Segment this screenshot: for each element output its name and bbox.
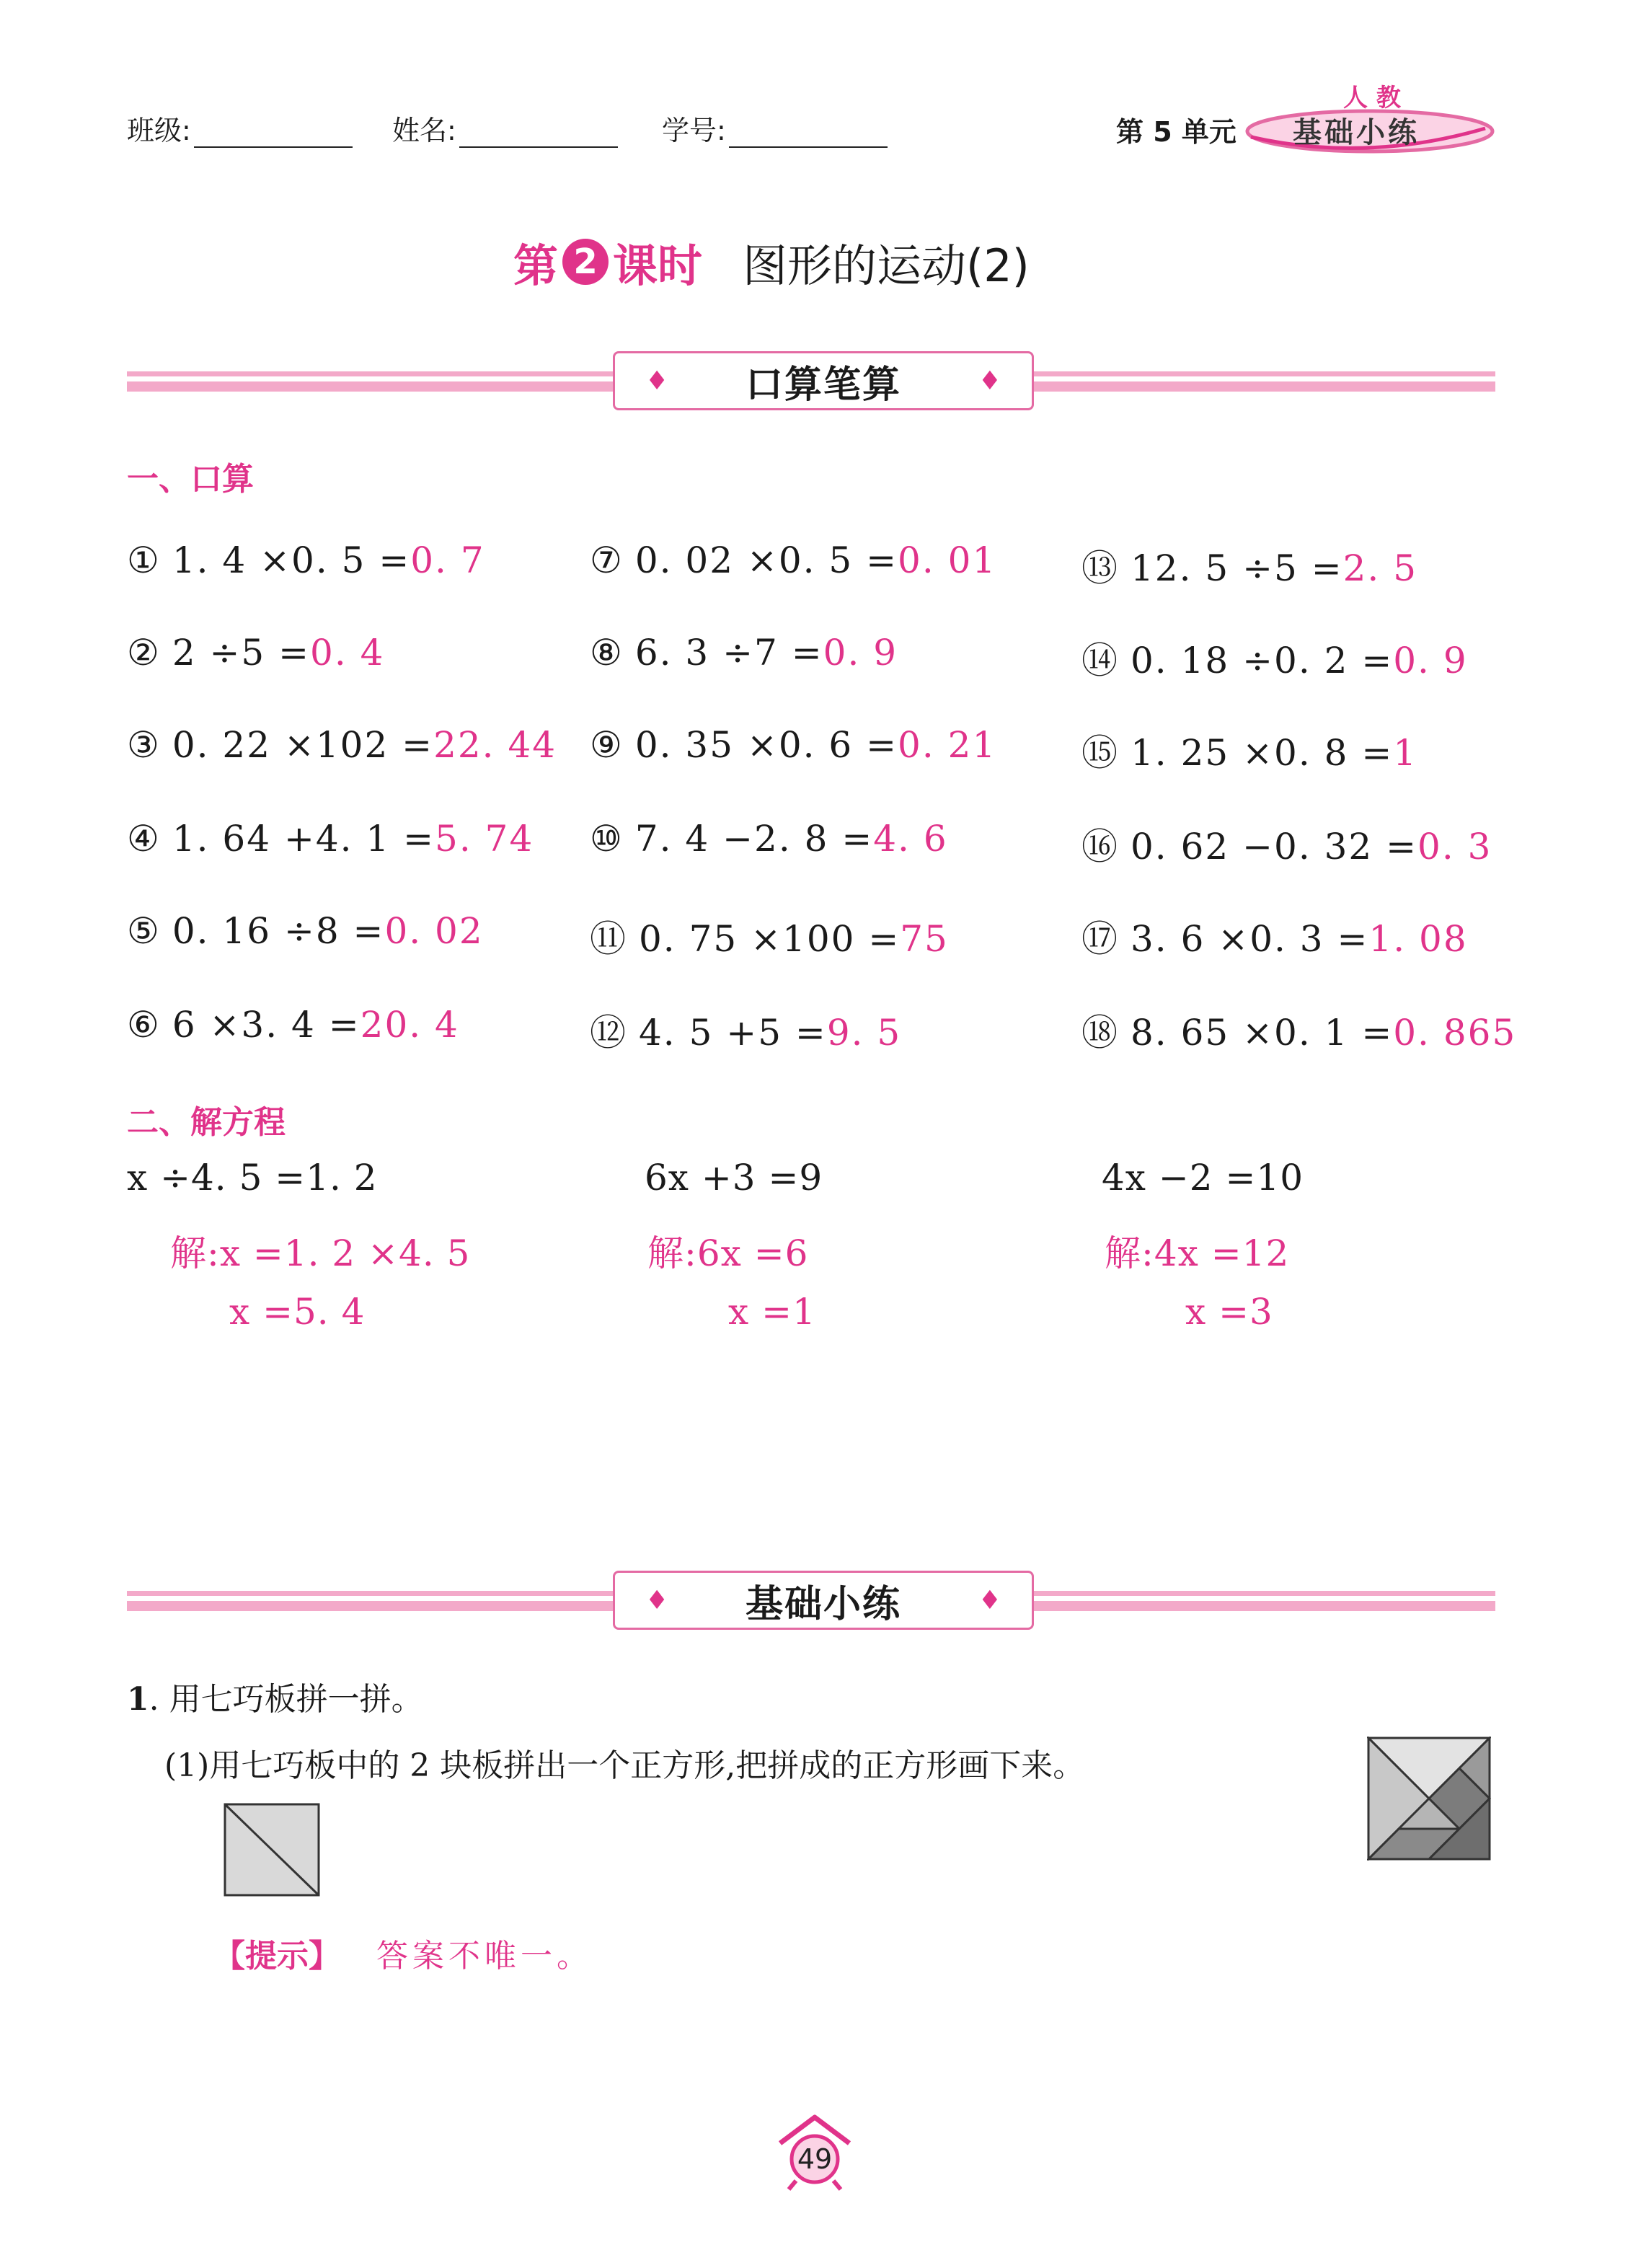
part2-label: 二、解方程 xyxy=(127,1104,286,1141)
calc-answer: 5. 74 xyxy=(435,818,534,860)
equation-text: x ÷4. 5 =1. 2 xyxy=(127,1157,378,1199)
item-number: ③ xyxy=(127,724,161,766)
equation-1 xyxy=(127,1157,378,1199)
part1-label: 一、口算 xyxy=(127,461,254,498)
item-number: ⑭ xyxy=(1081,640,1119,681)
equation-text: 6x +3 =9 xyxy=(645,1157,823,1199)
calc-answer: 22. 44 xyxy=(433,724,557,766)
calc-expression: 1. 4 ×0. 5 = xyxy=(172,539,411,581)
calc-answer: 0. 7 xyxy=(410,539,485,581)
id-field xyxy=(662,108,888,148)
diamond-icon: ♦ xyxy=(645,366,669,396)
item-number: ⑧ xyxy=(590,632,624,674)
lesson-title xyxy=(513,229,1030,294)
item-number: ① xyxy=(127,539,161,581)
item-number: ⑦ xyxy=(590,539,624,581)
equation-text: 4x −2 =10 xyxy=(1102,1157,1304,1199)
calc-expression: 7. 4 −2. 8 = xyxy=(634,818,874,860)
brand-text: 基础小练 xyxy=(1293,116,1420,149)
calc-item xyxy=(127,724,557,766)
item-number: ⑯ xyxy=(1081,826,1119,868)
calc-item xyxy=(1081,632,1468,684)
lesson-number-badge: 2 xyxy=(562,239,609,285)
calc-expression: 0. 75 ×100 = xyxy=(639,918,901,960)
calc-item xyxy=(590,910,949,962)
calc-answer: 0. 4 xyxy=(310,632,385,674)
item-number: ⑩ xyxy=(590,818,624,860)
unit-label: 第 5 单元 xyxy=(1116,116,1237,148)
calc-item xyxy=(1081,818,1492,870)
equation-3-step1: 解:4x =12 xyxy=(1105,1232,1290,1274)
equation-2-step1: 解:6x =6 xyxy=(647,1232,809,1274)
calc-expression: 0. 22 ×102 = xyxy=(172,724,434,766)
id-blank[interactable] xyxy=(729,123,888,148)
hint-label: 【提示】 xyxy=(213,1938,340,1974)
calc-expression: 6 ×3. 4 = xyxy=(172,1004,360,1046)
calc-expression: 0. 35 ×0. 6 = xyxy=(634,724,898,766)
equation-2 xyxy=(645,1157,823,1199)
calc-item xyxy=(127,539,485,581)
page-number-badge xyxy=(771,2113,858,2192)
class-blank[interactable] xyxy=(194,123,353,148)
calc-item xyxy=(590,724,996,766)
calc-answer: 0. 3 xyxy=(1417,826,1492,868)
section2-banner-text: 基础小练 xyxy=(745,1582,901,1626)
calc-answer: 20. 4 xyxy=(360,1004,459,1046)
item-number: ⑨ xyxy=(590,724,624,766)
equation-1-step1: 解:x =1. 2 ×4. 5 xyxy=(170,1232,471,1274)
calc-answer: 4. 6 xyxy=(873,818,948,860)
calc-answer: 0. 9 xyxy=(823,632,898,674)
calc-item xyxy=(1081,910,1468,962)
calc-answer: 1. 08 xyxy=(1368,918,1468,960)
equation-2-step2: x =1 xyxy=(728,1291,816,1333)
calc-item xyxy=(127,910,484,952)
calc-answer: 1 xyxy=(1393,732,1418,774)
name-field xyxy=(392,108,618,148)
lesson-topic: 图形的运动(2) xyxy=(743,239,1030,292)
diamond-icon: ♦ xyxy=(645,1586,669,1615)
calc-expression: 0. 62 −0. 32 = xyxy=(1131,826,1418,868)
item-number: ④ xyxy=(127,818,161,860)
item-number: ⑰ xyxy=(1081,918,1119,960)
question-number: 1 xyxy=(127,1681,149,1718)
calc-item xyxy=(127,632,384,674)
calc-item xyxy=(127,1004,459,1046)
calc-expression: 0. 16 ÷8 = xyxy=(172,910,385,952)
item-number: ⑪ xyxy=(590,918,627,960)
tangram-icon xyxy=(1367,1737,1491,1863)
page-number: 49 xyxy=(797,2143,833,2175)
calc-expression: 1. 25 ×0. 8 = xyxy=(1131,732,1394,774)
calc-item xyxy=(590,818,948,860)
calc-expression: 2 ÷5 = xyxy=(172,632,311,674)
item-number: ⑬ xyxy=(1081,547,1119,589)
calc-answer: 0. 865 xyxy=(1393,1012,1517,1054)
question-text: . 用七巧板拼一拼。 xyxy=(149,1681,423,1718)
equation-3-step2: x =3 xyxy=(1185,1291,1273,1333)
calc-expression: 0. 18 ÷0. 2 = xyxy=(1131,640,1394,681)
calc-item xyxy=(590,539,996,581)
calc-answer: 75 xyxy=(900,918,949,960)
lesson-prefix: 第 xyxy=(513,239,559,292)
item-number: ⑥ xyxy=(127,1004,161,1046)
calc-answer: 0. 21 xyxy=(898,724,997,766)
calc-expression: 6. 3 ÷7 = xyxy=(634,632,823,674)
class-label: 班级: xyxy=(127,115,191,146)
calc-answer: 9. 5 xyxy=(826,1012,902,1054)
calc-item xyxy=(127,818,534,860)
calc-item xyxy=(590,1004,901,1056)
calc-expression: 12. 5 ÷5 = xyxy=(1131,547,1343,589)
section1-banner-text: 口算笔算 xyxy=(745,363,901,407)
item-number: ⑱ xyxy=(1081,1012,1119,1054)
hint xyxy=(213,1930,593,1976)
calc-expression: 3. 6 ×0. 3 = xyxy=(1131,918,1369,960)
answer-square-drawing xyxy=(224,1803,320,1899)
calc-answer: 0. 9 xyxy=(1393,640,1468,681)
section1-banner xyxy=(613,351,1034,410)
class-field xyxy=(127,108,353,148)
calc-item xyxy=(1081,539,1417,591)
item-number: ⑫ xyxy=(590,1012,627,1054)
question-1-title xyxy=(127,1673,423,1719)
lesson-suffix: 课时 xyxy=(613,239,703,292)
diamond-icon: ♦ xyxy=(978,366,1001,396)
calc-item xyxy=(590,632,898,674)
name-blank[interactable] xyxy=(459,123,618,148)
item-number: ⑤ xyxy=(127,910,161,952)
equation-3 xyxy=(1102,1157,1304,1199)
calc-expression: 1. 64 +4. 1 = xyxy=(172,818,435,860)
name-label: 姓名: xyxy=(392,115,456,146)
item-number: ⑮ xyxy=(1081,732,1119,774)
brand-top-text: 人 教 xyxy=(1343,84,1401,112)
calc-item xyxy=(1081,1004,1516,1056)
calc-answer: 0. 01 xyxy=(898,539,997,581)
calc-expression: 8. 65 ×0. 1 = xyxy=(1131,1012,1394,1054)
item-number: ② xyxy=(127,632,161,674)
diamond-icon: ♦ xyxy=(978,1586,1001,1615)
calc-item xyxy=(1081,724,1417,776)
id-label: 学号: xyxy=(662,115,726,146)
calc-expression: 4. 5 +5 = xyxy=(639,1012,827,1054)
section2-banner xyxy=(613,1571,1034,1630)
brand-logo xyxy=(1237,84,1496,157)
question-1-sub: (1)用七巧板中的 2 块板拼出一个正方形,把拼成的正方形画下来。 xyxy=(164,1747,1085,1784)
calc-expression: 0. 02 ×0. 5 = xyxy=(634,539,898,581)
calc-answer: 2. 5 xyxy=(1342,547,1418,589)
equation-1-step2: x =5. 4 xyxy=(229,1291,366,1333)
calc-answer: 0. 02 xyxy=(384,910,484,952)
hint-text: 答案不唯一。 xyxy=(376,1938,593,1974)
